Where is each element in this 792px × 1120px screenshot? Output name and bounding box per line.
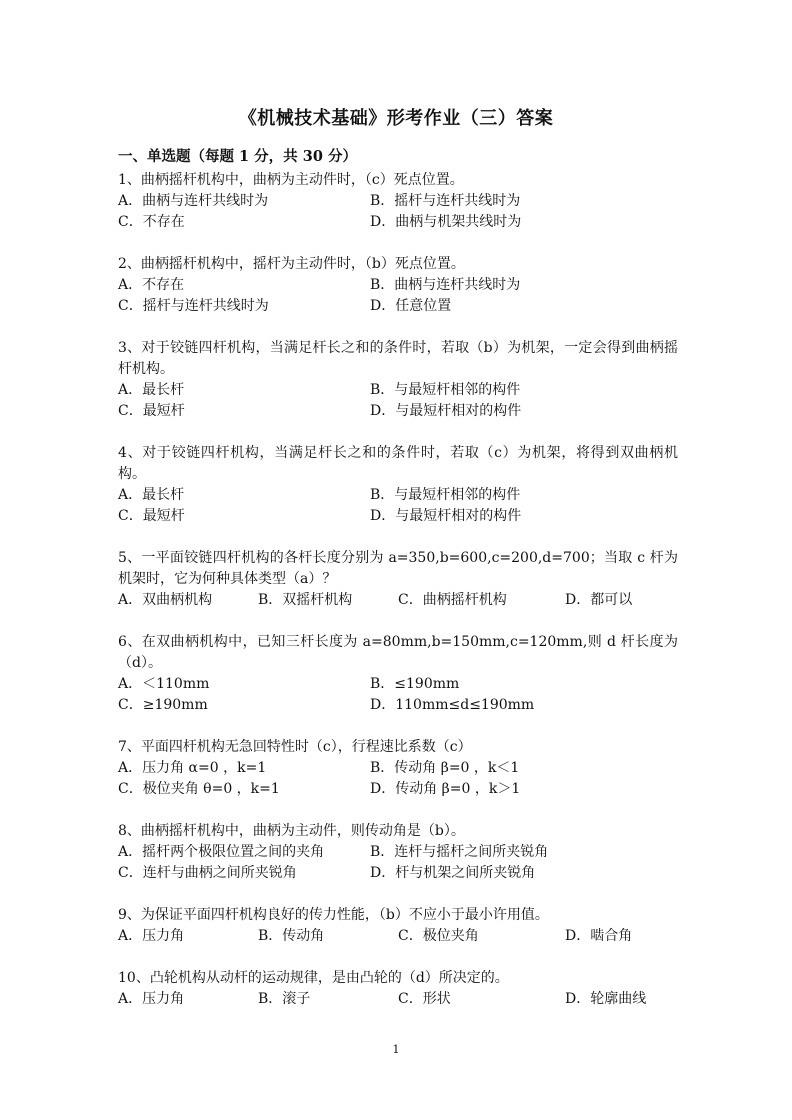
- option-a: A．不存在: [118, 277, 185, 293]
- question-10: [118, 968, 678, 1010]
- option-d: D．曲柄与机架共线时为: [370, 214, 522, 230]
- option-grid: [118, 275, 678, 317]
- option-grid: [118, 485, 678, 527]
- option-d: D．任意位置: [370, 298, 452, 314]
- option-grid: [118, 842, 678, 884]
- question-stem: 4、对于铰链四杆机构，当满足杆长之和的条件时，若取（c）为机架，将得到双曲柄机构。: [118, 445, 678, 482]
- question-list: [118, 170, 678, 1031]
- option-d: D．110mm≤d≤190mm: [370, 697, 535, 713]
- question-stem: 10、凸轮机构从动杆的运动规律，是由凸轮的（d）所决定的。: [118, 970, 509, 986]
- question-stem: 5、一平面铰链四杆机构的各杆长度分别为 a=350,b=600,c=200,d=700；当取 c 杆为机架时，它为何种具体类型（a）？: [118, 550, 678, 587]
- question-4: [118, 443, 678, 527]
- question-stem: 8、曲柄摇杆机构中，曲柄为主动件，则传动角是（b）。: [118, 823, 465, 839]
- option-c: C．摇杆与连杆共线时为: [118, 298, 269, 314]
- question-stem: 7、平面四杆机构无急回特性时（c），行程速比系数（c）: [118, 739, 472, 755]
- option-a: A．摇杆两个极限位置之间的夹角: [118, 844, 325, 860]
- question-3: [118, 338, 678, 422]
- option-a: A．压力角: [118, 991, 185, 1007]
- page-number: 1: [392, 1043, 400, 1056]
- option-a: A．＜110mm: [118, 676, 210, 692]
- option-b: B．连杆与摇杆之间所夹锐角: [370, 844, 549, 860]
- question-stem: 2、曲柄摇杆机构中，摇杆为主动件时，（b）死点位置。: [118, 256, 465, 272]
- question-stem: 6、在双曲柄机构中，已知三杆长度为 a=80mm,b=150mm,c=120mm,则 d 杆长度为（d）。: [118, 634, 678, 671]
- option-d: D．杆与机架之间所夹锐角: [370, 865, 536, 881]
- option-row: [118, 989, 678, 1010]
- option-b: B．与最短杆相邻的构件: [370, 487, 521, 503]
- option-a: A．曲柄与连杆共线时为: [118, 193, 269, 209]
- option-grid: [118, 380, 678, 422]
- option-grid: [118, 191, 678, 233]
- option-d: D．与最短杆相对的构件: [370, 403, 522, 419]
- option-b: B．双摇杆机构: [258, 592, 353, 608]
- option-c: C．极位夹角 θ=0 ，k=1: [118, 781, 280, 797]
- option-row: [118, 926, 678, 947]
- question-6: [118, 632, 678, 716]
- document-title: 《机械技术基础》形考作业（三）答案: [238, 108, 554, 129]
- question-5: [118, 548, 678, 611]
- option-c: C．最短杆: [118, 403, 185, 419]
- option-b: B．曲柄与连杆共线时为: [370, 277, 521, 293]
- option-c: C．形状: [398, 991, 451, 1007]
- option-a: A．最长杆: [118, 382, 185, 398]
- option-row: [118, 590, 678, 611]
- option-d: D．啮合角: [565, 928, 633, 944]
- option-b: B．与最短杆相邻的构件: [370, 382, 521, 398]
- question-8: [118, 821, 678, 884]
- option-d: D．传动角 β=0 ，k＞1: [370, 781, 521, 797]
- option-d: D．轮廓曲线: [565, 991, 647, 1007]
- option-c: C．曲柄摇杆机构: [398, 592, 507, 608]
- option-b: B．传动角 β=0 ，k＜1: [370, 760, 520, 776]
- option-c: C．最短杆: [118, 508, 185, 524]
- option-d: D．与最短杆相对的构件: [370, 508, 522, 524]
- option-grid: [118, 758, 678, 800]
- question-2: [118, 254, 678, 317]
- option-a: A．压力角: [118, 928, 185, 944]
- option-grid: [118, 674, 678, 716]
- question-9: [118, 905, 678, 947]
- option-d: D．都可以: [565, 592, 633, 608]
- option-b: B．滚子: [258, 991, 311, 1007]
- option-c: C．连杆与曲柄之间所夹锐角: [118, 865, 297, 881]
- option-c: C．不存在: [118, 214, 185, 230]
- section-heading: 一、单选题（每题 1 分，共 30 分）: [118, 148, 357, 165]
- option-a: A．双曲柄机构: [118, 592, 213, 608]
- option-a: A．最长杆: [118, 487, 185, 503]
- question-1: [118, 170, 678, 233]
- option-b: B．摇杆与连杆共线时为: [370, 193, 521, 209]
- option-b: B．≤190mm: [370, 676, 460, 692]
- option-c: C．极位夹角: [398, 928, 479, 944]
- question-stem: 9、为保证平面四杆机构良好的传力性能，（b）不应小于最小许用值。: [118, 907, 549, 923]
- question-7: [118, 737, 678, 800]
- option-b: B．传动角: [258, 928, 325, 944]
- question-stem: 1、曲柄摇杆机构中，曲柄为主动件时，（c）死点位置。: [118, 172, 464, 188]
- option-c: C．≥190mm: [118, 697, 208, 713]
- option-a: A．压力角 α=0 ，k=1: [118, 760, 267, 776]
- question-stem: 3、对于铰链四杆机构，当满足杆长之和的条件时，若取（b）为机架，一定会得到曲柄摇杆机构。: [118, 340, 678, 377]
